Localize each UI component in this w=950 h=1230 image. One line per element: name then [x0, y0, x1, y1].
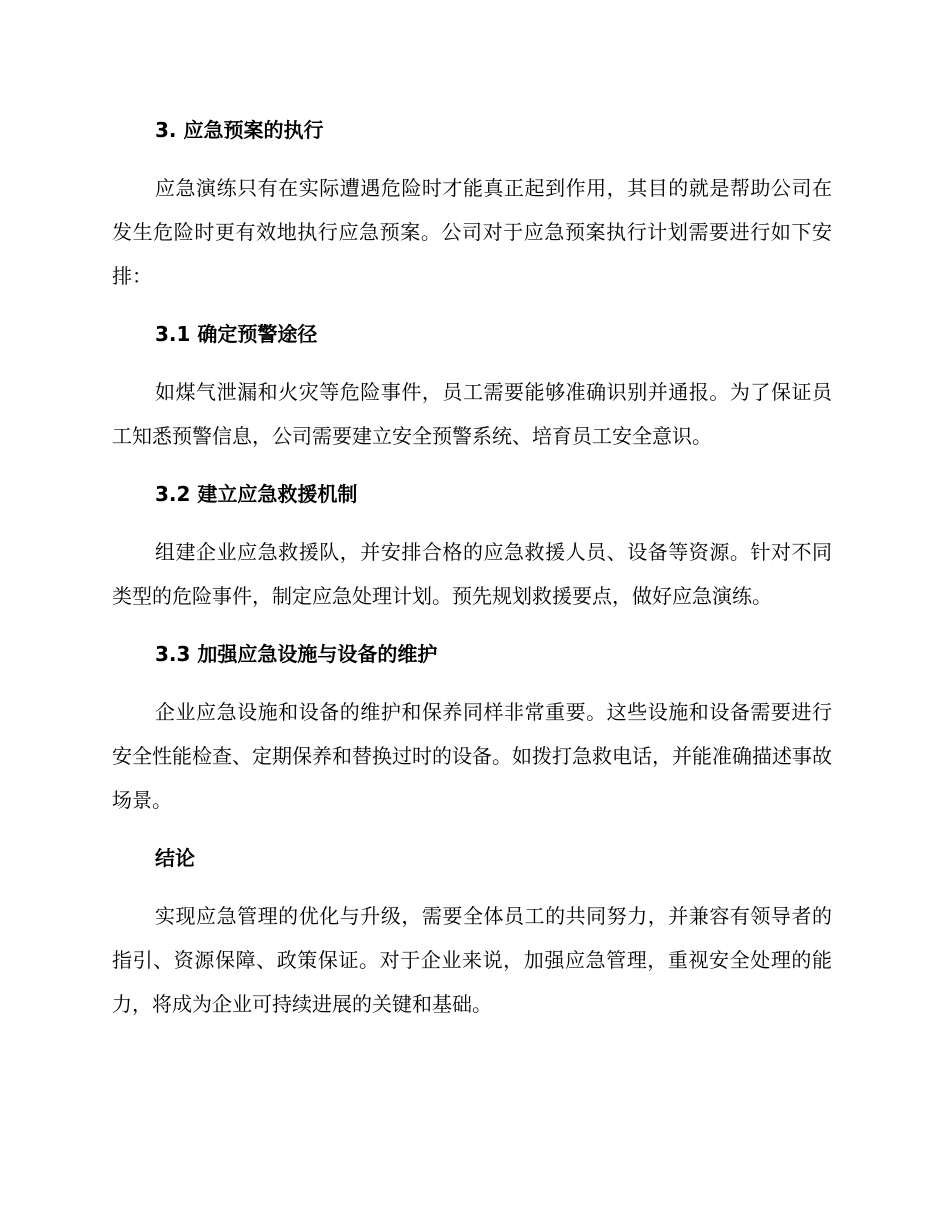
section-heading-3: 3. 应急预案的执行 — [155, 118, 324, 142]
section-heading-3-1: 3.1 确定预警途径 — [155, 322, 318, 346]
conclusion-heading: 结论 — [155, 846, 195, 870]
document-body — [112, 108, 832, 1026]
section-heading-3-3: 3.3 加强应急设施与设备的维护 — [155, 642, 438, 666]
conclusion-paragraph: 实现应急管理的优化与升级，需要全体员工的共同努力，并兼容有领导者的指引、资源保障、政策保证。对于企业来说，加强应急管理，重视安全处理的能力，将成为企业可持续进展的关键和基础。 — [112, 904, 832, 1016]
section-paragraph-3-3: 企业应急设施和设备的维护和保养同样非常重要。这些设施和设备需要进行安全性能检查、定期保养和替换过时的设备。如拨打急救电话，并能准确描述事故场景。 — [112, 700, 832, 812]
section-heading-3-2: 3.2 建立应急救援机制 — [155, 482, 358, 506]
section-paragraph-3-2: 组建企业应急救援队，并安排合格的应急救援人员、设备等资源。针对不同类型的危险事件，制定应急处理计划。预先规划救援要点，做好应急演练。 — [112, 540, 832, 608]
section-paragraph-3: 应急演练只有在实际遭遇危险时才能真正起到作用，其目的就是帮助公司在发生危险时更有效地执行应急预案。公司对于应急预案执行计划需要进行如下安排： — [112, 176, 832, 288]
section-paragraph-3-1: 如煤气泄漏和火灾等危险事件，员工需要能够准确识别并通报。为了保证员工知悉预警信息，公司需要建立安全预警系统、培育员工安全意识。 — [112, 380, 832, 448]
